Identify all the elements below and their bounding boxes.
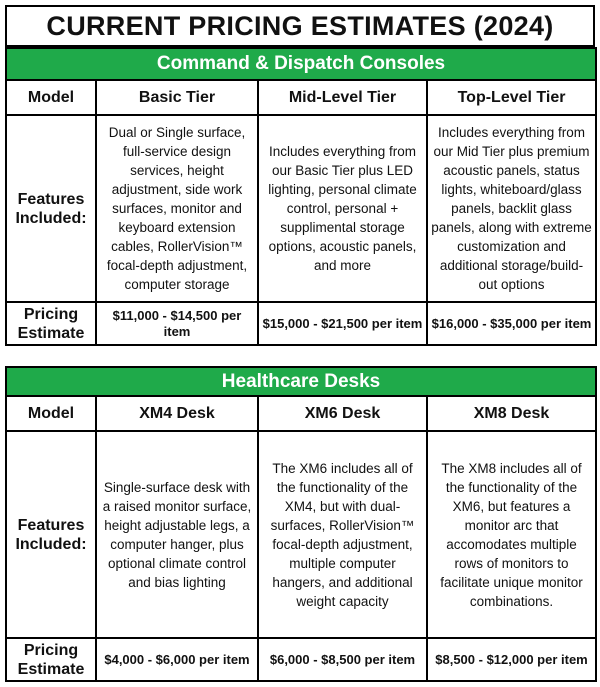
xm8-price: $8,500 - $12,000 per item <box>427 638 596 681</box>
xm8-header: XM8 Desk <box>427 396 596 431</box>
tier-top-features: Includes everything from our Mid Tier plus premium acoustic panels, status lights, whiteboard/glass panels, backlit glass panels, along with extreme customization and additional storage/build-out options <box>427 115 596 302</box>
xm4-price: $4,000 - $6,000 per item <box>96 638 258 681</box>
consoles-features-label: Features Included: <box>6 115 96 302</box>
tier-basic-price: $11,000 - $14,500 per item <box>96 302 258 345</box>
xm6-features: The XM6 includes all of the functionality of the XM4, but with dual-surfaces, RollerVision™ focal-depth adjustment, multiple computer hangers, and additional weight capacity <box>258 431 427 638</box>
tier-basic-header: Basic Tier <box>96 80 258 115</box>
healthcare-pricing-label: Pricing Estimate <box>6 638 96 681</box>
healthcare-model-header: Model <box>6 396 96 431</box>
consoles-model-header: Model <box>6 80 96 115</box>
tier-top-price: $16,000 - $35,000 per item <box>427 302 596 345</box>
tier-mid-price: $15,000 - $21,500 per item <box>258 302 427 345</box>
xm6-header: XM6 Desk <box>258 396 427 431</box>
healthcare-section-heading: Healthcare Desks <box>6 367 596 396</box>
consoles-pricing-label: Pricing Estimate <box>6 302 96 345</box>
consoles-pricing-table <box>5 47 597 346</box>
xm4-features: Single-surface desk with a raised monitor surface, height adjustable legs, a computer hanger, plus optional climate control and bias lighting <box>96 431 258 638</box>
xm4-header: XM4 Desk <box>96 396 258 431</box>
healthcare-features-label: Features Included: <box>6 431 96 638</box>
xm8-features: The XM8 includes all of the functionality of the XM6, but features a monitor arc that accomodates multiple rows of monitors to facilitate unique monitor combinations. <box>427 431 596 638</box>
healthcare-pricing-table <box>5 366 597 682</box>
xm6-price: $6,000 - $8,500 per item <box>258 638 427 681</box>
tier-basic-features: Dual or Single surface, full-service design services, height adjustment, side work surfaces, monitor and keyboard extension cables, RollerVision™ focal-depth adjustment, computer storage <box>96 115 258 302</box>
tier-mid-features: Includes everything from our Basic Tier plus LED lighting, personal climate control, personal + supplimental storage options, acoustic panels, and more <box>258 115 427 302</box>
consoles-section-heading: Command & Dispatch Consoles <box>6 48 596 80</box>
tier-top-header: Top-Level Tier <box>427 80 596 115</box>
tier-mid-header: Mid-Level Tier <box>258 80 427 115</box>
page-title-box <box>5 5 595 47</box>
page-title: CURRENT PRICING ESTIMATES (2024) <box>46 10 554 41</box>
